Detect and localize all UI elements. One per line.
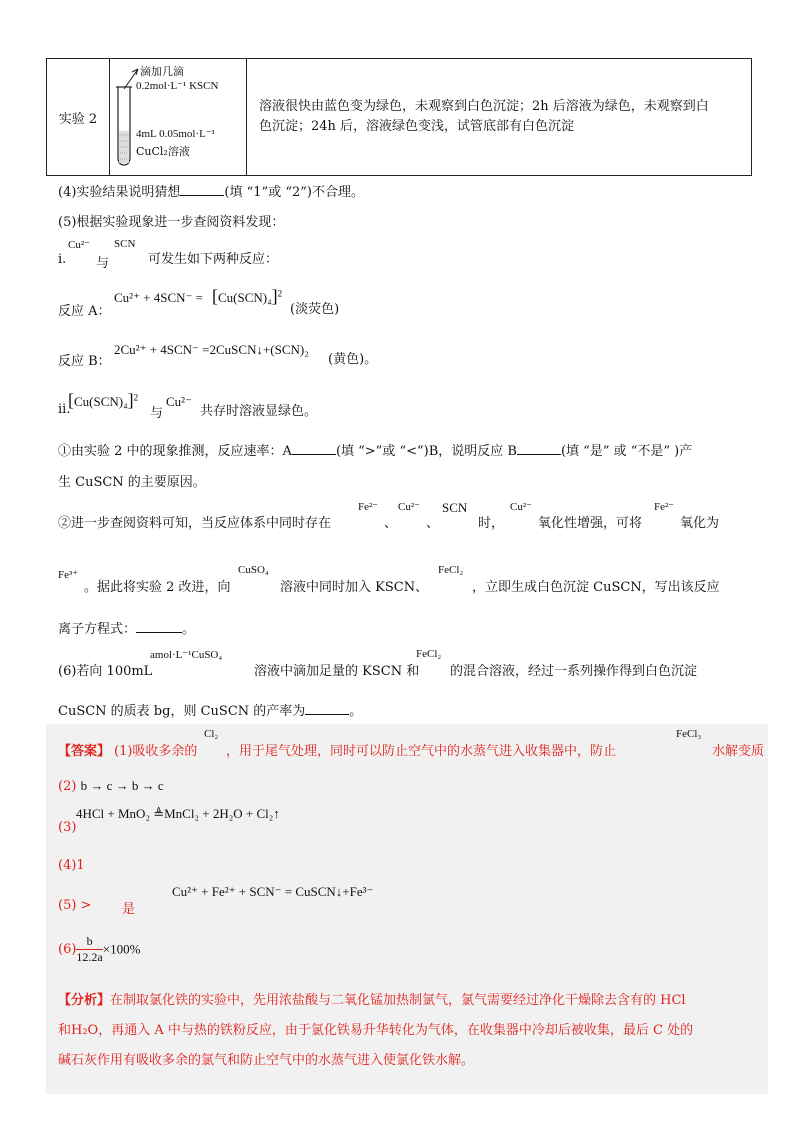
question-4 [58,181,364,200]
cu2-ion: Cu²⁻ [398,501,420,513]
q6-fecl2: FeCl₂ [416,648,442,660]
cu2-ion-2: Cu²⁻ [510,501,532,513]
q4-text-a: (4)实验结果说明猜想 [58,185,181,200]
fecl2-formula: FeCl₂ [438,564,464,576]
answer-3-num: (3) [58,820,77,835]
answer-label: 【答案】 [58,744,111,759]
ii-complex: $[Cu(SCN)_4]^2$ [68,390,139,410]
answer-6 [58,934,140,970]
equation-blank[interactable] [136,621,182,633]
q5-2-text-f: 溶液中同时加入 KSCN、 [280,580,429,595]
q5-1-text-d: 生 CuSCN 的主要原因。 [58,475,206,490]
reaction-b-equation: 2Cu²⁺ + 4SCN⁻ =2CuSCN↓+(SCN)₂ [114,342,309,357]
i-text: 可发生如下两种反应： [148,252,279,267]
ii-prefix: ii. [58,402,71,417]
reaction-a-label: 反应 A： [58,304,111,319]
experiment-table [46,58,752,176]
analysis-line-1 [58,989,686,1008]
answer-2-num: (2) [58,779,77,794]
q5-item-ii [58,390,758,420]
q5-2-text-c: 氧化性增强，可将 [538,516,643,531]
analysis-line-3: 碱石灰作用有吸收多余的氯气和防止空气中的水蒸气进入使氯化铁水解。 [58,1053,475,1068]
reaction-a-lhs: Cu²⁺ + 4SCN⁻ = [114,290,203,305]
row-label [47,59,110,176]
observation-line-2: 色沉淀；24h 后，溶液绿色变浅，试管底部有白色沉淀 [259,119,575,134]
drop-label: 滴加几滴 [140,65,184,78]
cucl2-solution: CuCl₂溶液 [136,145,190,158]
answer-3 [58,800,758,836]
answer-2 [58,778,164,794]
sep-2: 、 [426,516,440,531]
answer-5-num: (5) > [58,898,92,913]
q5-intro: (5)根据实验现象进一步查阅资料发现： [58,215,285,230]
q5-1-text-a: ①由实验 2 中的现象推测，反应速率：A [58,444,292,459]
reaction-b [58,340,758,370]
q5-sub-1 [58,440,692,459]
answer-4: (4)1 [58,858,85,873]
ii-complex-text: Cu(SCN)₄ [74,394,128,409]
reaction-a-complex-text: Cu(SCN)₄ [218,290,272,305]
q5-2-text-b: 时， [478,516,505,531]
i-mid: 与 [96,256,110,271]
reaction-a-charge: 2 [277,288,283,299]
q6-text-a: (6)若向 100mL [58,664,153,679]
answer-1-text-b: ，用于尾气处理，同时可以防止空气中的水蒸气进入收集器中，防止 [226,744,617,759]
q5-2-text-d: 氧化为 [680,516,720,531]
i-prefix: i. [58,252,67,267]
q5-2-text-h: 离子方程式： [58,622,137,637]
q5-sub-2-line2 [58,562,758,595]
reaction-a [58,288,758,318]
fraction-numerator: b [76,934,102,950]
q6-text-e: 。 [349,704,363,719]
answer-5-b: 是 [122,902,136,917]
answer-1 [58,724,768,764]
fe2-ion-2: Fe²⁻ [654,501,675,513]
fe2-ion: Fe²⁻ [358,501,379,513]
answer-fecl3: FeCl₃ [676,728,702,740]
question-6-line2 [58,700,362,719]
question-6-line1 [58,646,758,679]
q5-sub-2-line1 [58,500,758,530]
cucl2-volume: 4mL 0.05mol·L⁻¹ [136,128,215,140]
q5-1-text-b: (填 “>”或 “<”)B，说明反应 B [335,444,517,459]
answer-1-text-c: 水解变质 [712,744,765,759]
answer-5 [58,880,758,916]
answer-3-equation: 4HCl + MnO₂ ≜MnCl₂ + 2H₂O + Cl₂↑ [76,806,280,821]
q5-2-text-g: ，立即生成白色沉淀 CuSCN，写出该反应 [472,580,720,595]
answer-2-text: b → c → b → c [80,778,164,793]
reaction-b-label: 反应 B： [58,354,111,369]
answer-6-num: (6) [58,942,77,957]
q5-item-i [58,238,758,271]
q5-1-text-c: (填 “是” 或 “不是” )产 [560,444,693,459]
apparatus-cell [110,59,247,176]
q5-2-text-e: 。据此将实验 2 改进，向 [84,580,231,595]
scn-ion-2: SCN [442,500,468,515]
analysis-label: 【分析】 [58,993,111,1008]
ii-text: 共存时溶液显绿色。 [200,404,318,419]
answer-cl2: Cl₂ [204,728,219,740]
q6-concentration: amol·L⁻¹CuSO₄ [150,649,223,661]
answer-6-tail: ×100% [102,941,141,957]
observation-cell [247,59,752,176]
reaction-b-note: (黄色)。 [328,352,378,367]
rate-blank[interactable] [292,443,336,455]
q5-2-text-i: 。 [182,622,196,637]
q6-text-d: CuSCN 的质表 bg，则 CuSCN 的产率为 [58,704,306,719]
analysis-line-2: 和H₂O，再通入 A 中与热的铁粉反应，由于氯化铁易升华转化为气体，在收集器中冷却后被收集，最后 C 处的 [58,1023,694,1038]
ii-charge: 2 [133,392,139,403]
reaction-a-complex: $[Cu(SCN)_4]^2$ [212,286,283,306]
q6-text-c: 的混合溶液，经过一系列操作得到白色沉淀 [450,664,698,679]
ii-mid: 与 [150,406,164,421]
q4-blank[interactable] [180,184,224,196]
cuso4-formula: CuSO₄ [238,564,269,576]
reaction-a-note: (淡荧色) [290,302,340,317]
answer-5-equation: Cu²⁺ + Fe²⁺ + SCN⁻ = CuSCN↓+Fe³⁻ [172,884,374,899]
fraction-denominator: 12.2a [76,950,103,964]
scn-ion: SCN [114,238,136,250]
answer-6-fraction [76,934,102,965]
experiment-label: 实验 2 [58,111,98,127]
q5-sub-2-line3 [58,618,195,637]
yield-blank[interactable] [305,703,349,715]
cu-ion: Cu²⁻ [68,239,90,251]
q5-2-text-a: ②进一步查阅资料可知，当反应体系中同时存在 [58,516,332,531]
reason-blank[interactable] [517,443,561,455]
fe3-ion: Fe³⁺ [58,569,79,581]
q6-text-b: 溶液中滴加足量的 KSCN 和 [254,664,420,679]
observation-line-1: 溶液很快由蓝色变为绿色，未观察到白色沉淀；2h 后溶液为绿色，未观察到白 [259,99,709,114]
ii-cu-ion: Cu²⁻ [166,394,192,409]
kscn-reagent: 0.2mol·L⁻¹ KSCN [136,80,219,92]
q4-text-b: (填 “1”或 “2”)不合理。 [224,185,364,200]
sep-1: 、 [384,516,398,531]
analysis-text-1: 在制取氯化铁的实验中，先用浓盐酸与二氧化锰加热制氯气，氯气需要经过净化干燥除去含有的 HCl [110,993,686,1008]
answer-1-text-a: (1)吸收多余的 [114,744,198,759]
